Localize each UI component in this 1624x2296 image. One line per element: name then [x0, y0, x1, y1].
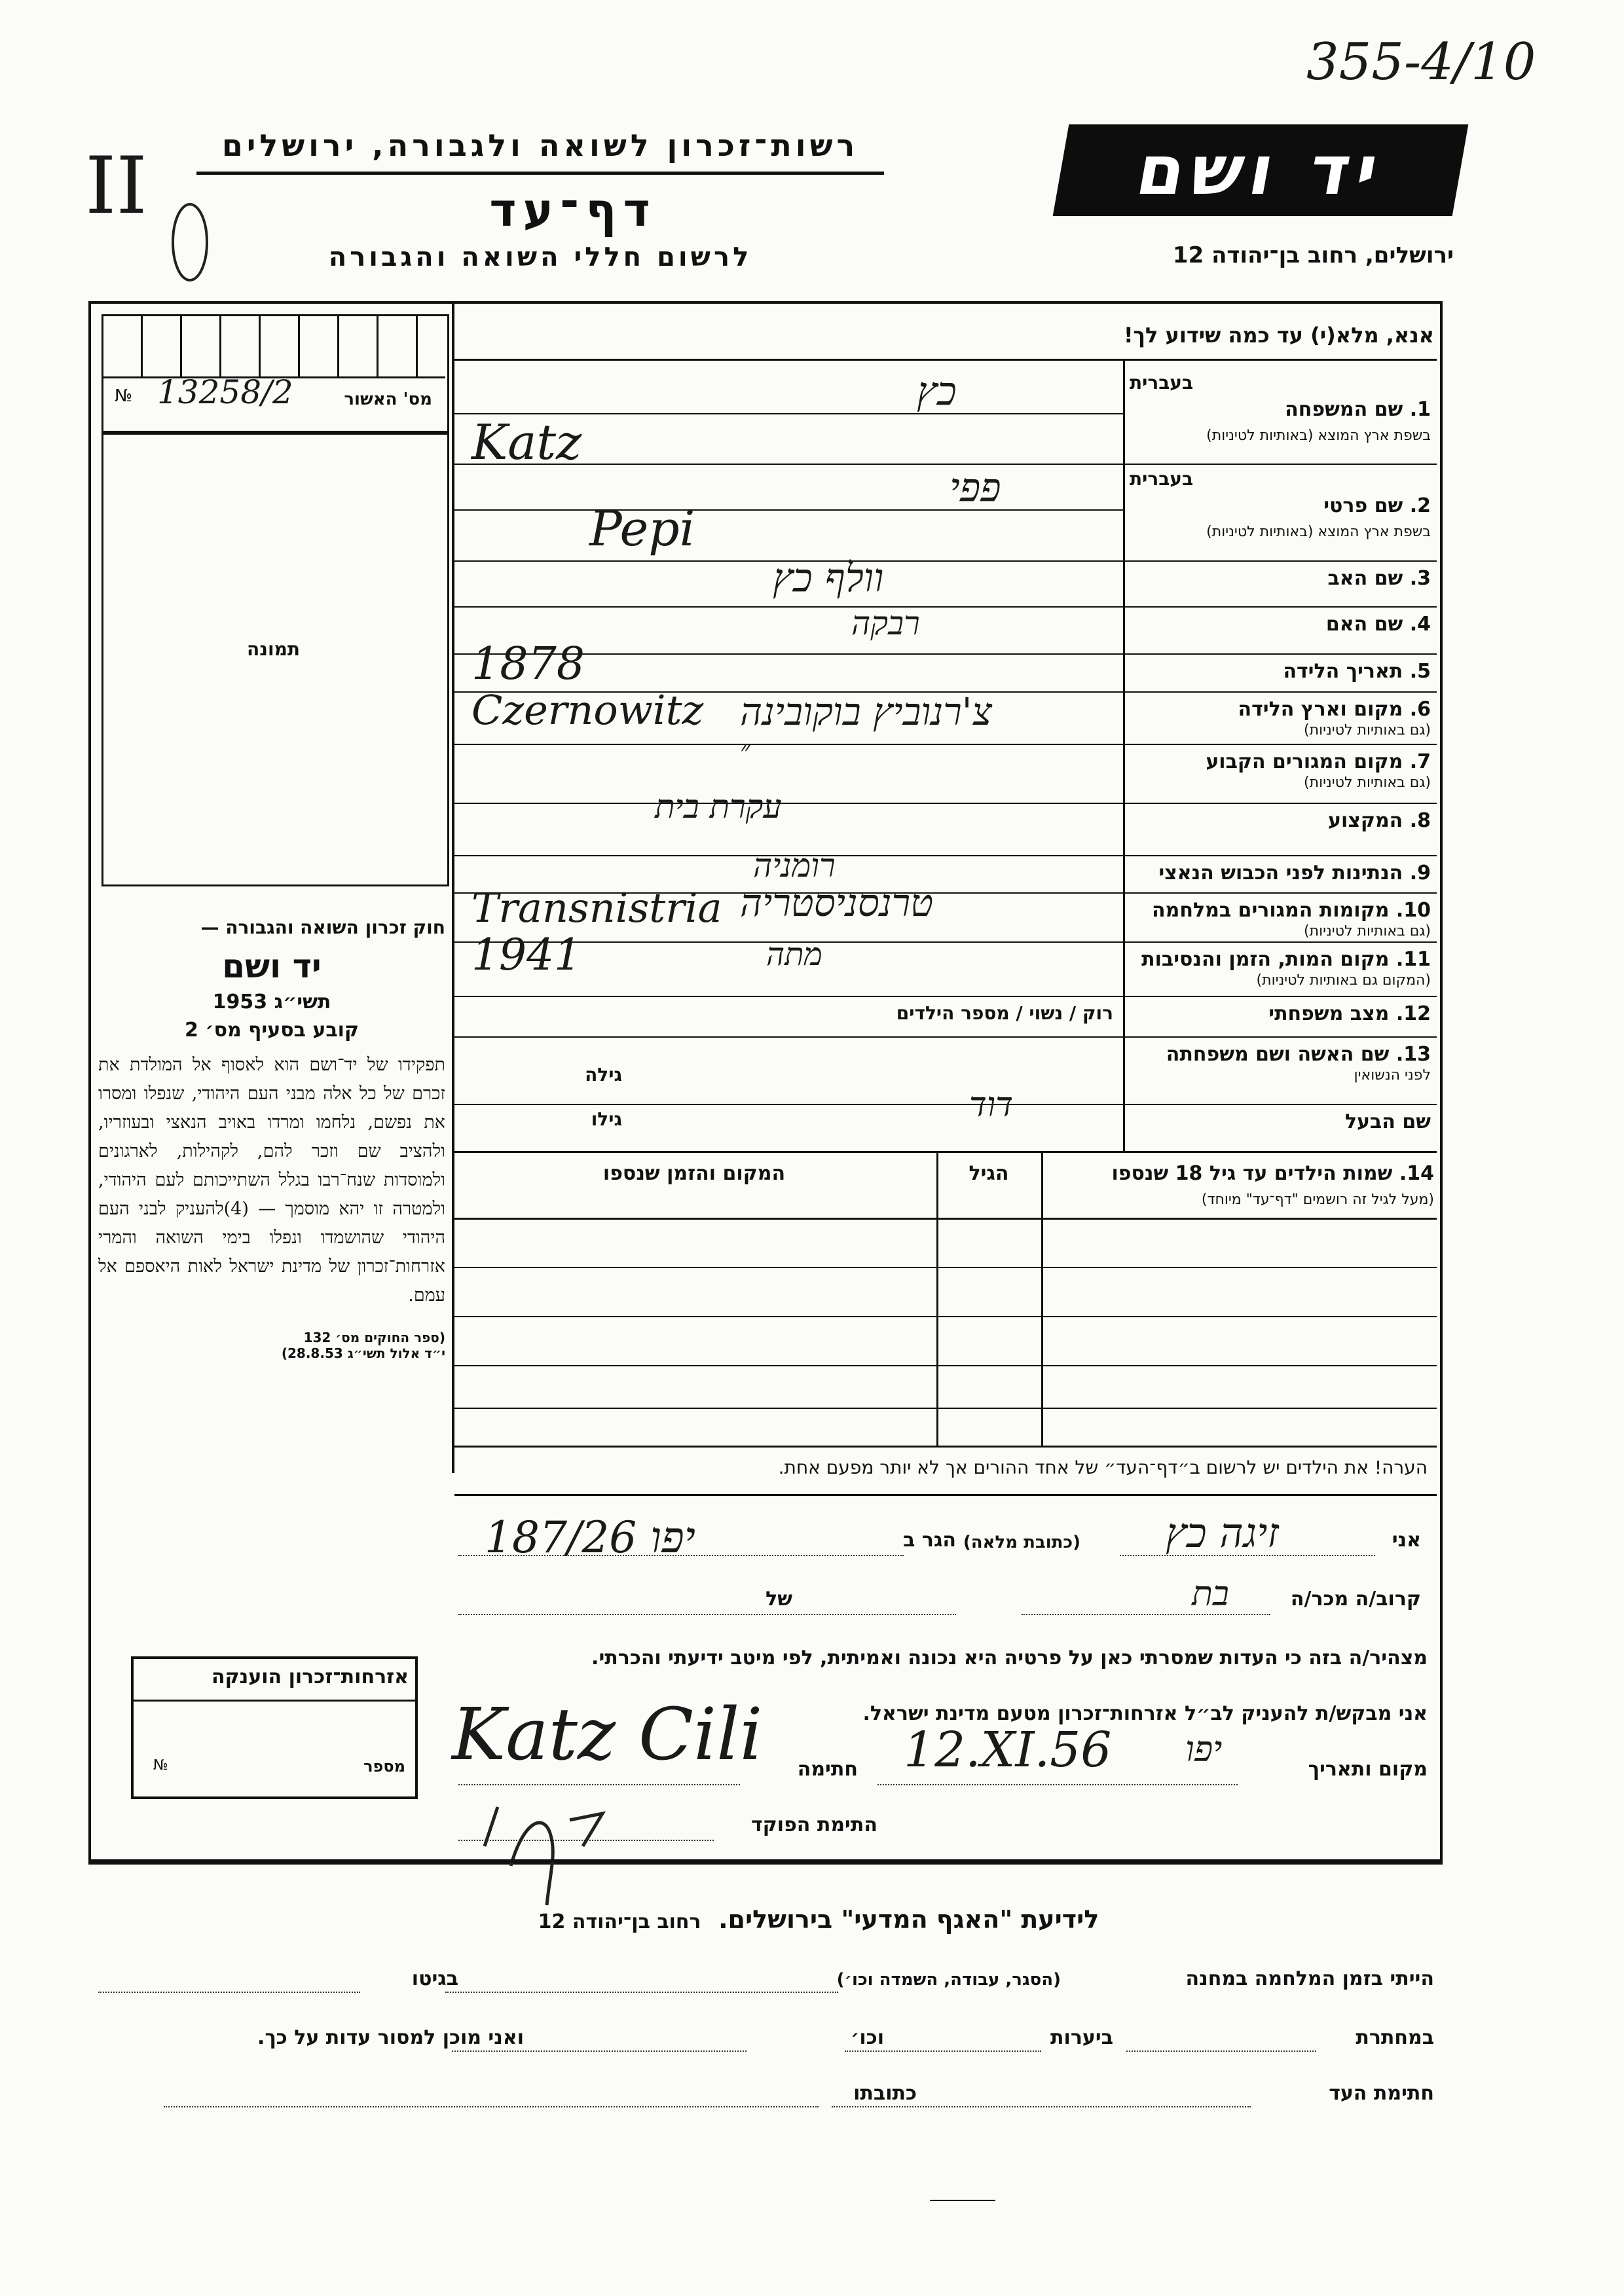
label-column-divider [1123, 359, 1125, 1151]
archive-number: 355-4/10 [1306, 33, 1536, 92]
declarant-address-value: יפו 187/26 [485, 1512, 695, 1563]
bottom-ghetto-line [98, 1992, 360, 1993]
children-col-age: הגיל [969, 1162, 1009, 1185]
law-clause: קובע בסעיף מס׳ 2 [184, 1019, 360, 1042]
field-row-rule [454, 1104, 1437, 1105]
approval-number-prefix: № [115, 386, 133, 406]
instruction: אנא, מלא(י) עד כמה שידוע לך! [1123, 323, 1434, 348]
field-value: עקרת בית [655, 788, 782, 826]
approval-tick [259, 314, 261, 376]
field-sub-rule [454, 509, 1123, 511]
field-value: וולף כץ [773, 555, 884, 601]
children-row-rule [454, 1267, 1437, 1268]
note-rule [454, 1494, 1437, 1496]
bottom-etc-line [452, 2050, 747, 2052]
field-row-rule [454, 803, 1437, 804]
field-value: Katz [471, 414, 582, 471]
field-label: 5. תאריך הלידה [1283, 660, 1431, 683]
declarant-line-1: אני הגר ב (כתובת מלאה) [903, 1529, 1421, 1552]
field-row-rule [454, 464, 1437, 465]
declarant-of-line [458, 1614, 956, 1615]
field-sublabel: בשפת ארץ המוצא (באותיות לטיניות) [1206, 428, 1431, 444]
citizenship-box [131, 1656, 418, 1799]
children-table-top [454, 1151, 1437, 1153]
field-sublabel: (גם באותיות לטיניות) [1304, 923, 1431, 939]
page-footer-mark [930, 2200, 995, 2201]
field-value: צ'רנוביץ בוקובינה [740, 689, 993, 734]
field-sublabel: (המקום גם באותיות לטיניות) [1256, 972, 1431, 989]
field-label: 3. שם האב [1327, 567, 1431, 590]
header-rule [196, 172, 884, 175]
field-label: 7. מקום המגורים הקבוע [1206, 750, 1431, 773]
field-label: 11. מקום המות, הזמן והנסיבות [1141, 948, 1431, 971]
approval-tick [180, 314, 182, 376]
yad-vashem-logo: יד ושם [1053, 124, 1469, 216]
field-label: 6. מקום וארץ הלידה [1238, 698, 1431, 721]
bottom-title: לידיעת "האגף המדעי" בירושלים. רחוב בן־יהודה 12 [538, 1905, 1099, 1934]
field-value: Transnistria [471, 884, 722, 932]
children-table-bottom [454, 1446, 1437, 1448]
bottom-section-rule [88, 1859, 1440, 1862]
declarant-relation-value: בת [1192, 1575, 1229, 1614]
signature-line [458, 1784, 740, 1785]
field-sublabel: לפני הנשואין [1354, 1067, 1431, 1084]
field-value: דוד [969, 1085, 1013, 1125]
bottom-witness-signature-line [832, 2106, 1251, 2107]
bottom-witness-address-line [164, 2106, 819, 2107]
children-col-2 [1041, 1151, 1043, 1446]
field-row-rule [454, 560, 1437, 562]
children-col-1 [936, 1151, 938, 1446]
bottom-forest-line [845, 2050, 1041, 2052]
children-col-place: המקום והזמן שנספו [602, 1162, 786, 1185]
citizenship-title: אזרחות־זכרון הוענקה [211, 1666, 409, 1688]
field-value: רבקה [851, 604, 920, 642]
approval-tick [377, 314, 378, 376]
field-row-rule [454, 996, 1437, 997]
bottom-camp-line [445, 1992, 838, 1993]
date-value: 12.XI.56 [904, 1722, 1112, 1778]
field-value: ״ [740, 736, 750, 766]
law-ref-2: י״ד אלול תשי״ג 28.8.53) [281, 1345, 445, 1361]
field-row-rule [454, 653, 1437, 655]
approval-number: 13258/2 [157, 373, 293, 411]
citizenship-number-label: מספר [363, 1757, 405, 1776]
place-date-line [877, 1784, 1238, 1785]
margin-circle-mark [164, 196, 216, 288]
age-label: גילו [591, 1108, 622, 1130]
note: הערה! את הילדים יש לרשום ב״דף־העד״ של אחד ההורים אך לא יותר מפעם אחת. [778, 1457, 1428, 1478]
approval-tick [337, 314, 339, 376]
bottom-row-2: במחתרת ביערות וכו׳ ואני מוכן למסור עדות על כך. [257, 2026, 1434, 2049]
law-sidebar [98, 917, 445, 1361]
margin-note: II [85, 141, 147, 232]
place-date-label: מקום ותאריך [1308, 1758, 1428, 1781]
field-label: 9. הנתינות לפני הכבוש הנאצי [1158, 862, 1431, 884]
approval-label: מס' האשור [344, 390, 432, 409]
field-label: 2. שם פרטי [1323, 494, 1431, 517]
declarant-name-value: זיגה כץ [1166, 1509, 1279, 1557]
header-address: ירושלים, רחוב בן־יהודה 12 [1172, 242, 1454, 268]
form-title: דף־עד [489, 183, 657, 237]
declarant-line-2: קרוב/ה מכר/ה של [766, 1588, 1421, 1611]
field-hebrew-tag: בעברית [1130, 372, 1194, 393]
field-value: רומניה [753, 847, 836, 884]
bottom-row-1: הייתי בזמן המלחמה במחנה (הסגר, עבודה, השמדה וכו׳) בגיטו [411, 1967, 1434, 1990]
field-row-rule [454, 1036, 1437, 1038]
field-sublabel: (גם באותיות לטיניות) [1304, 722, 1431, 738]
form-subtitle: לרשום חללי השואה והגבורה [328, 242, 752, 272]
field-value: פפי [950, 465, 1001, 511]
children-title: 14. שמות הילדים עד גיל 18 שנספו [1111, 1162, 1434, 1185]
law-title: חוק זכרון השואה והגבורה — [200, 917, 445, 938]
declarant-relation-line [1022, 1614, 1270, 1615]
field-label: 12. מצב משפחתי [1268, 1002, 1431, 1025]
approval-tick [141, 314, 143, 376]
field-label: שם הבעל [1344, 1110, 1431, 1133]
field-value: 1878 [471, 638, 585, 690]
request-text: אני מבקש/ת להעניק לב״ל אזרחות־זכרון מטעם מדינת ישראל. [862, 1702, 1428, 1725]
field-label: 13. שם האשה ושם משפחתה [1166, 1043, 1431, 1066]
signature-label: חתימה [797, 1758, 858, 1781]
children-row-rule [454, 1408, 1437, 1409]
law-text: תפקידו של יד־ושם הוא לאסוף אל המולדת את זכרם של כל אלה מבני העם היהודי, שנפלו ומסרו את נפשם, נלחמו ומרדו באויב הנאצי ובעוזריו, ולהציב שם וזכר להם, לקהילות, לארגונים ולמוסדות שנח־רבו בגלל השתייכותם לעם היהודי, ולמטרה זו יהא מוסמך — (4)להעניק לבני העם היהודי שהושמדו ונפלו בימי השואה והמרי אזרחות־זכרון של מדינת ישראל לאות היאספם אל עמם. [98, 1055, 446, 1305]
field-row-rule [454, 744, 1437, 745]
field-label: 4. שם האם [1325, 613, 1431, 636]
place-value: יפו [1185, 1728, 1223, 1770]
children-row-rule [454, 1365, 1437, 1366]
field-hebrew-tag: בעברית [1130, 468, 1194, 490]
bottom-underground-line [1126, 2050, 1316, 2052]
signature-value: Katz Cili [452, 1692, 763, 1776]
field-row-rule [454, 606, 1437, 608]
age-label: גילה [585, 1064, 622, 1085]
field-value: Czernowitz [471, 686, 704, 734]
bottom-row-3: חתימת העד כתובתו [853, 2082, 1434, 2105]
field-label: 8. המקצוע [1328, 809, 1431, 832]
sidebar-divider [452, 301, 454, 1473]
law-ref-1: (ספר החוקים מס׳ 132 [303, 1330, 445, 1345]
field-value: מתה [766, 936, 822, 973]
approval-tick [416, 314, 418, 376]
field-value: 1941 [471, 930, 581, 980]
marital-options: רוק / נשוי / מספר הילדים [896, 1002, 1113, 1024]
citizenship-rule [134, 1700, 415, 1702]
field-row-rule [454, 941, 1437, 943]
field-label: 10. מקומות המגורים במלחמה [1152, 899, 1431, 922]
declaration-text: מצהיר/ה בזה כי העדות שמסרתי כאן על פרטיה היא נכונה ואמיתית, לפי מיטב ידיעתי והכרתי. [591, 1647, 1428, 1669]
field-sublabel: בשפת ארץ המוצא (באותיות לטיניות) [1206, 524, 1431, 540]
children-subtitle: (מעל לגיל זה רושמים "דף־עד" מיוחד) [1201, 1192, 1434, 1208]
field-row-rule [454, 855, 1437, 856]
approval-tick [219, 314, 221, 376]
approval-tick [298, 314, 300, 376]
field-value: Pepi [589, 501, 695, 557]
field-sublabel: (גם באותיות לטיניות) [1304, 774, 1431, 791]
photo-label: תמונה [247, 638, 300, 660]
officer-label: התימת הפוקד [751, 1813, 877, 1836]
children-row-rule [454, 1316, 1437, 1317]
citizenship-number-prefix: № [153, 1757, 168, 1774]
field-label: 1. שם המשפחה [1285, 398, 1431, 421]
law-name: יד ושם [222, 947, 322, 985]
field-value: כץ [917, 369, 957, 414]
officer-signature-mark [471, 1794, 642, 1912]
authority-line: רשות־זכרון לשואה ולגבורה, ירושלים [221, 128, 859, 163]
field-value: טרנסניסטריה [740, 881, 934, 925]
children-header-rule [454, 1218, 1437, 1220]
law-year: תשי״ג 1953 [212, 991, 331, 1013]
instruction-rule [454, 359, 1437, 361]
